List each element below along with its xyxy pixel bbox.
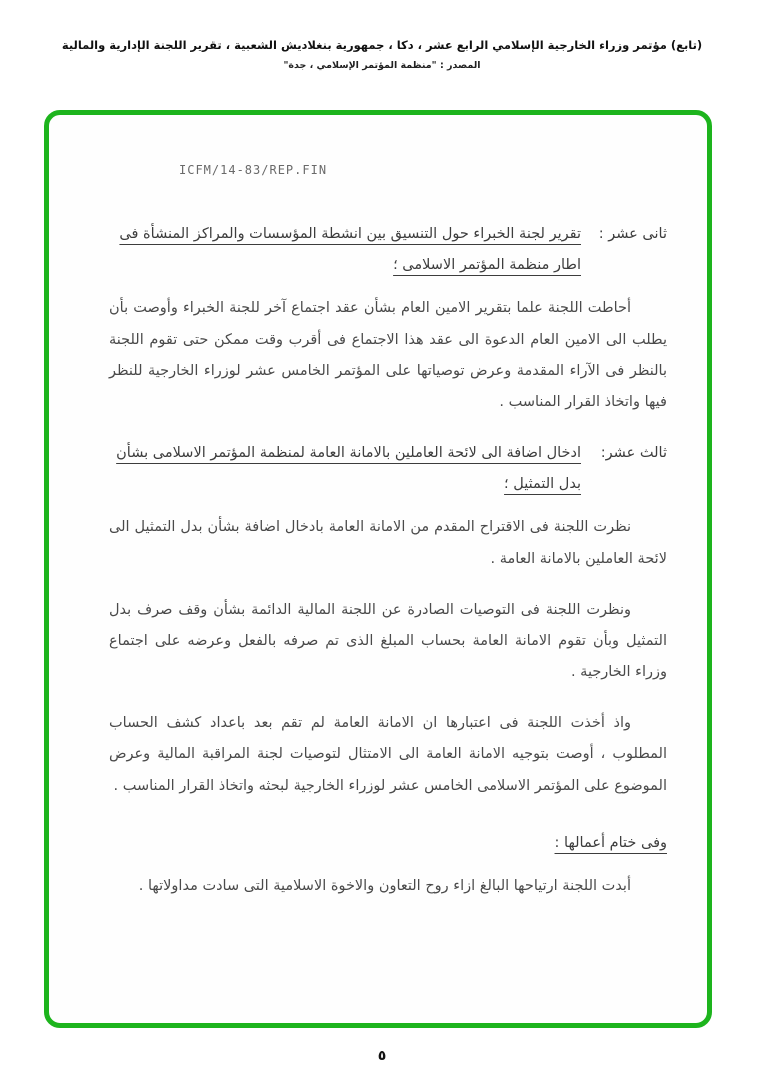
closing-heading: وفى ختام أعمالها :: [554, 834, 667, 851]
section-label: ثالث عشر:: [600, 445, 667, 462]
section-paragraph: أحاطت اللجنة علما بتقرير الامين العام بشأن عقد اجتماع آخر للجنة الخبراء وأوصت بأن يطلب الى الامين العام الدعوة الى عقد هذا الاجتماع فى أقرب وقت ممكن حتى تقوم اللجنة بالنظر فى الآراء المقدمة وعرض توصياتها على المؤتمر الخامس عشر لوزراء الخارجية للنظر فيها واتخاذ القرار المناسب .: [109, 300, 667, 410]
page-header: [0, 0, 764, 71]
document-body: [49, 177, 707, 902]
section-label: ثانى عشر :: [598, 226, 667, 242]
section-paragraph: ونظرت اللجنة فى التوصيات الصادرة عن اللجنة المالية الدائمة بشأن وقف صرف بدل التمثيل وبأن تقوم الامانة العامة بحساب المبلغ الذى تم صرفه بالفعل وعرضه على اجتماع وزراء الخارجية .: [109, 601, 667, 681]
section-heading: تقرير لجنة الخبراء حول التنسيق بين انشطة المؤسسات والمراكز المنشأة فى اطار منظمة المؤتمر الاسلامى ؛: [119, 226, 581, 274]
section-heading-row: [109, 438, 667, 500]
section-heading: ادخال اضافة الى لائحة العاملين بالامانة العامة لمنظمة المؤتمر الاسلامى بشأن بدل التمثيل ؛: [116, 445, 581, 493]
header-title: (تابع) مؤتمر وزراء الخارجية الإسلامي الرابع عشر ، دكا ، جمهورية بنغلاديش الشعبية ، تقرير اللجنة الإدارية والمالية: [61, 38, 703, 52]
section-heading-row: [109, 219, 667, 281]
section-paragraph: أبدت اللجنة ارتياحها البالغ ازاء روح التعاون والاخوة الاسلامية التى سادت مداولاتها .: [138, 877, 631, 894]
section-thirteenth: [109, 438, 667, 802]
section-twelfth: [109, 219, 667, 418]
section-paragraph: نظرت اللجنة فى الاقتراح المقدم من الامانة العامة بادخال اضافة بشأن بدل التمثيل الى لائحة العاملين بالامانة العامة .: [109, 519, 667, 567]
scanned-document-frame: [44, 110, 712, 1028]
section-closing: [109, 822, 667, 902]
page-number: ٥: [377, 1048, 387, 1064]
header-source: المصدر : "منظمة المؤتمر الإسلامي ، جدة": [283, 60, 481, 71]
document-reference: ICFM/14-83/REP.FIN: [179, 163, 328, 177]
section-paragraph: واذ أخذت اللجنة فى اعتبارها ان الامانة العامة لم تقم بعد باعداد كشف الحساب المطلوب ، أوصت بتوجيه الامانة العامة الى الامتثال لتوصيات لجنة المراقبة المالية وعرض الموضوع على المؤتمر الاسلامى الخامس عشر لوزراء الخارجية لبحثه واتخاذ القرار المناسب .: [109, 715, 667, 794]
